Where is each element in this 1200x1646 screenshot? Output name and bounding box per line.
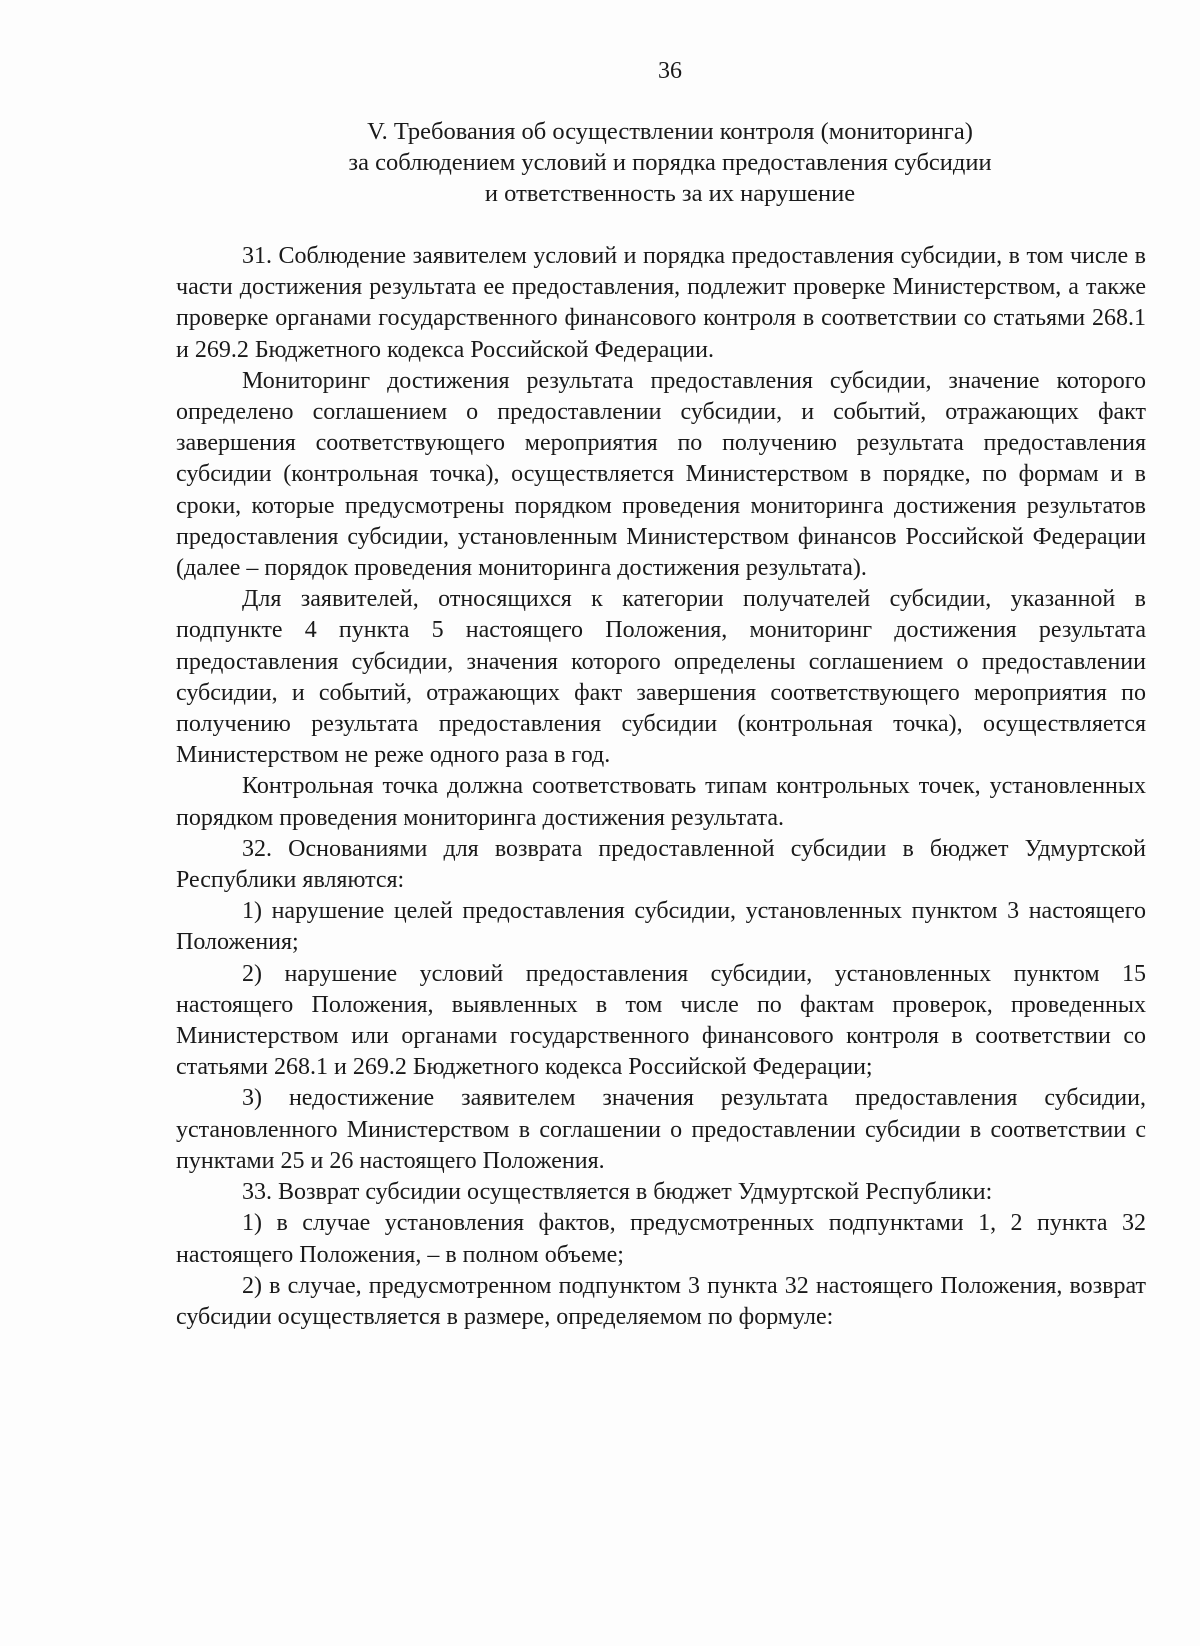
paragraph-monitoring: Мониторинг достижения результата предоставления субсидии, значение которого определено соглашением о предоставлении субсидии, и событий, отражающих факт завершения соответствующего мероприятия по получению результата предоставления субсидии (контрольная точка), осуществляется Министерством в порядке, по формам и в сроки, которые предусмотрены порядком проведения мониторинга достижения результатов предоставления субсидии, установленным Министерством финансов Российской Федерации (далее – порядок проведения мониторинга достижения результата). (176, 367, 1146, 582)
paragraph-applicants: Для заявителей, относящихся к категории получателей субсидии, указанной в подпункте 4 пункта 5 настоящего Положения, мониторинг достижения результата предоставления субсидии, значения которого определены соглашением о предоставлении субсидии, и событий, отражающих факт завершения соответствующего мероприятия по получению результата предоставления субсидии (контрольная точка), осуществляется Министерством не реже одного раза в год. (176, 586, 1146, 769)
section-title-line: V. Требования об осуществлении контроля (мониторинга) (367, 118, 973, 145)
paragraph-31: 31. Соблюдение заявителем условий и порядка предоставления субсидии, в том числе в части достижения результата ее предоставления, подлежит проверке Министерством, а также проверке органами государственного финансового контроля в соответствии со статьями 268.1 и 269.2 Бюджетного кодекса Российской Федерации. (176, 243, 1146, 363)
list-item-32-1: 1) нарушение целей предоставления субсидии, установленных пунктом 3 настоящего Положения; (176, 898, 1146, 956)
paragraph-control-point: Контрольная точка должна соответствовать типам контрольных точек, установленных порядком проведения мониторинга достижения результата. (176, 773, 1146, 831)
list-item-33-2: 2) в случае, предусмотренном подпунктом 3 пункта 32 настоящего Положения, возврат субсидии осуществляется в размере, определяемом по формуле: (176, 1272, 1146, 1330)
page-number: 36 (658, 58, 682, 84)
list-item-33-1: 1) в случае установления фактов, предусмотренных подпунктами 1, 2 пункта 32 настоящего Положения, – в полном объеме; (176, 1210, 1146, 1268)
list-item-32-2: 2) нарушение условий предоставления субсидии, установленных пунктом 15 настоящего Положения, выявленных в том числе по фактам проверок, проведенных Министерством или органами государственного финансового контроля в соответствии со статьями 268.1 и 269.2 Бюджетного кодекса Российской Федерации; (176, 960, 1146, 1081)
list-item-32-3: 3) недостижение заявителем значения результата предоставления субсидии, установленного Министерством в соглашении о предоставлении субсидии в соответствии с пунктами 25 и 26 настоящего Положения. (176, 1085, 1146, 1174)
document-body (176, 241, 1146, 1333)
section-title-line: и ответственность за их нарушение (484, 180, 856, 207)
paragraph-32: 32. Основаниями для возврата предоставленной субсидии в бюджет Удмуртской Республики являются: (176, 835, 1146, 894)
section-title (240, 116, 1100, 209)
section-title-line: за соблюдением условий и порядка предоставления субсидии (348, 149, 992, 176)
paragraph-33: 33. Возврат субсидии осуществляется в бюджет Удмуртской Республики: (242, 1179, 993, 1206)
